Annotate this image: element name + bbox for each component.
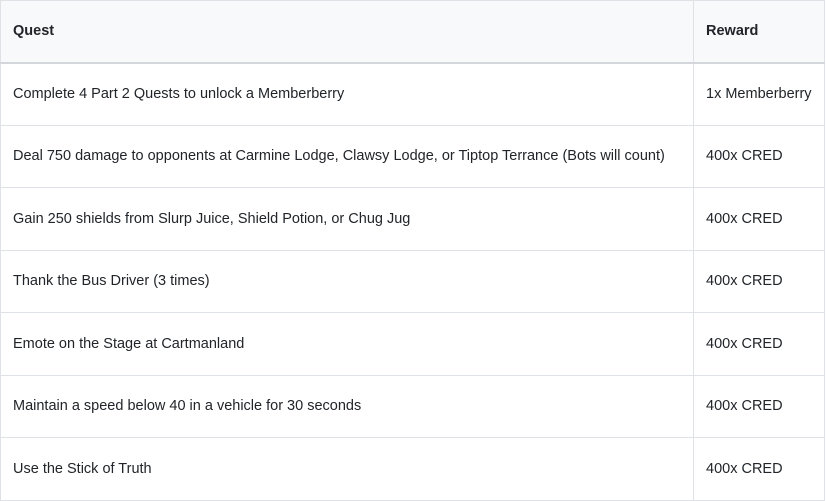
quest-cell: Use the Stick of Truth <box>1 438 694 501</box>
reward-cell: 400x CRED <box>694 125 825 188</box>
table-row <box>1 438 825 501</box>
table-row <box>1 63 825 126</box>
reward-cell: 1x Memberberry <box>694 63 825 126</box>
quest-cell: Thank the Bus Driver (3 times) <box>1 250 694 313</box>
quest-cell: Gain 250 shields from Slurp Juice, Shield Potion, or Chug Jug <box>1 188 694 251</box>
table-row <box>1 313 825 376</box>
table-row <box>1 250 825 313</box>
reward-cell: 400x CRED <box>694 250 825 313</box>
reward-cell: 400x CRED <box>694 188 825 251</box>
table-body <box>1 63 825 501</box>
table-row <box>1 188 825 251</box>
table-header <box>1 1 825 63</box>
reward-cell: 400x CRED <box>694 375 825 438</box>
quest-cell: Deal 750 damage to opponents at Carmine Lodge, Clawsy Lodge, or Tiptop Terrance (Bots will count) <box>1 125 694 188</box>
quest-cell: Maintain a speed below 40 in a vehicle for 30 seconds <box>1 375 694 438</box>
table-row <box>1 375 825 438</box>
header-row <box>1 1 825 63</box>
reward-cell: 400x CRED <box>694 313 825 376</box>
reward-cell: 400x CRED <box>694 438 825 501</box>
column-header-quest: Quest <box>1 1 694 63</box>
quest-cell: Complete 4 Part 2 Quests to unlock a Memberberry <box>1 63 694 126</box>
quest-cell: Emote on the Stage at Cartmanland <box>1 313 694 376</box>
table-row <box>1 125 825 188</box>
column-header-reward: Reward <box>694 1 825 63</box>
